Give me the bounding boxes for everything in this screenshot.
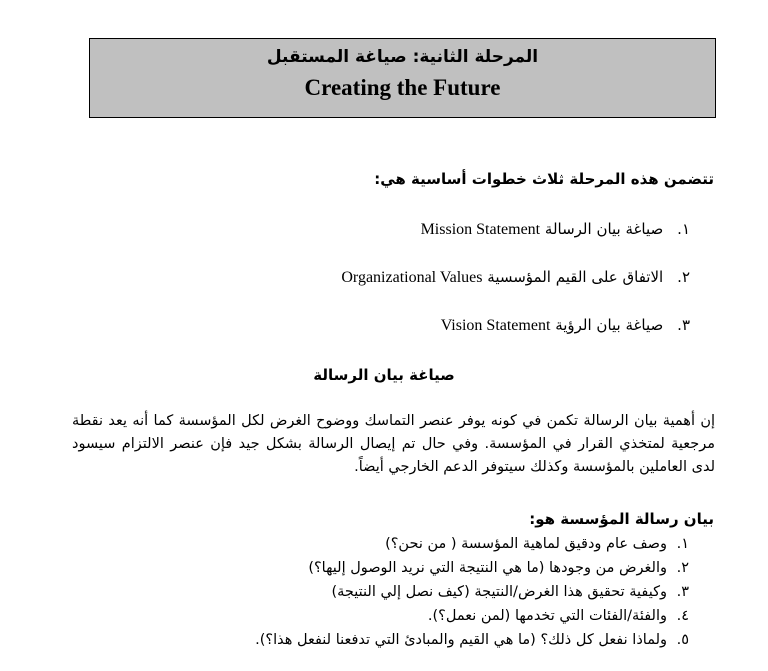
step-item (341, 268, 690, 287)
phase-header-box (89, 38, 716, 118)
list-number: ٣. (676, 584, 689, 600)
step-english: Mission Statement (420, 221, 541, 238)
section-title: صياغة بيان الرسالة (313, 366, 455, 384)
step-arabic: صياغة بيان الرسالة (544, 220, 664, 238)
list-item (255, 604, 689, 628)
step-item (421, 220, 690, 239)
list-number: ٥. (676, 632, 689, 648)
phase-title-english: Creating the Future (304, 75, 501, 100)
list-item (255, 556, 689, 580)
list-item (255, 532, 689, 556)
list-text: وكيفية تحقيق هذا الغرض/النتيجة (كيف نصل إلي النتيجة) (331, 584, 667, 600)
step-english: Vision Statement (440, 317, 551, 334)
list-number: ٢. (676, 560, 689, 576)
list-number: ٤. (676, 608, 689, 624)
intro-text: تتضمن هذه المرحلة ثلاث خطوات أساسية هي: (374, 170, 714, 188)
step-number: ٣. (677, 316, 690, 334)
mission-list (255, 532, 689, 652)
step-number: ٢. (677, 268, 690, 286)
list-text: وصف عام ودقيق لماهية المؤسسة ( من نحن؟) (385, 536, 667, 552)
list-number: ١. (676, 536, 689, 552)
step-item (441, 316, 690, 335)
step-arabic: صياغة بيان الرؤية (555, 316, 664, 334)
list-heading: بيان رسالة المؤسسة هو: (529, 510, 714, 528)
list-item (255, 580, 689, 604)
mission-paragraph: إن أهمية بيان الرسالة تكمن في كونه يوفر عنصر التماسك ووضوح الغرض لكل المؤسسة كما أنه يعد نقطة مرجعية لمتخذي القرار في المؤسسة. وفي حال تم إيصال الرسالة بشكل جيد فإن عنصر الالتزام سيسود لدى العاملين بالمؤسسة وكذلك سيتوفر الدعم الخارجي أيضاً. (72, 413, 715, 475)
step-number: ١. (677, 220, 690, 238)
list-text: ولماذا نفعل كل ذلك؟ (ما هي القيم والمبادئ التي تدفعنا لنفعل هذا؟). (255, 632, 667, 648)
list-item (255, 628, 689, 652)
step-arabic: الاتفاق على القيم المؤسسية (487, 268, 664, 286)
step-english: Organizational Values (341, 269, 483, 286)
phase-title-arabic: المرحلة الثانية: صياغة المستقبل (266, 47, 539, 67)
list-text: والفئة/الفئات التي تخدمها (لمن نعمل؟). (427, 608, 667, 624)
list-text: والغرض من وجودها (ما هي النتيجة التي نريد الوصول إليها؟) (308, 560, 667, 576)
